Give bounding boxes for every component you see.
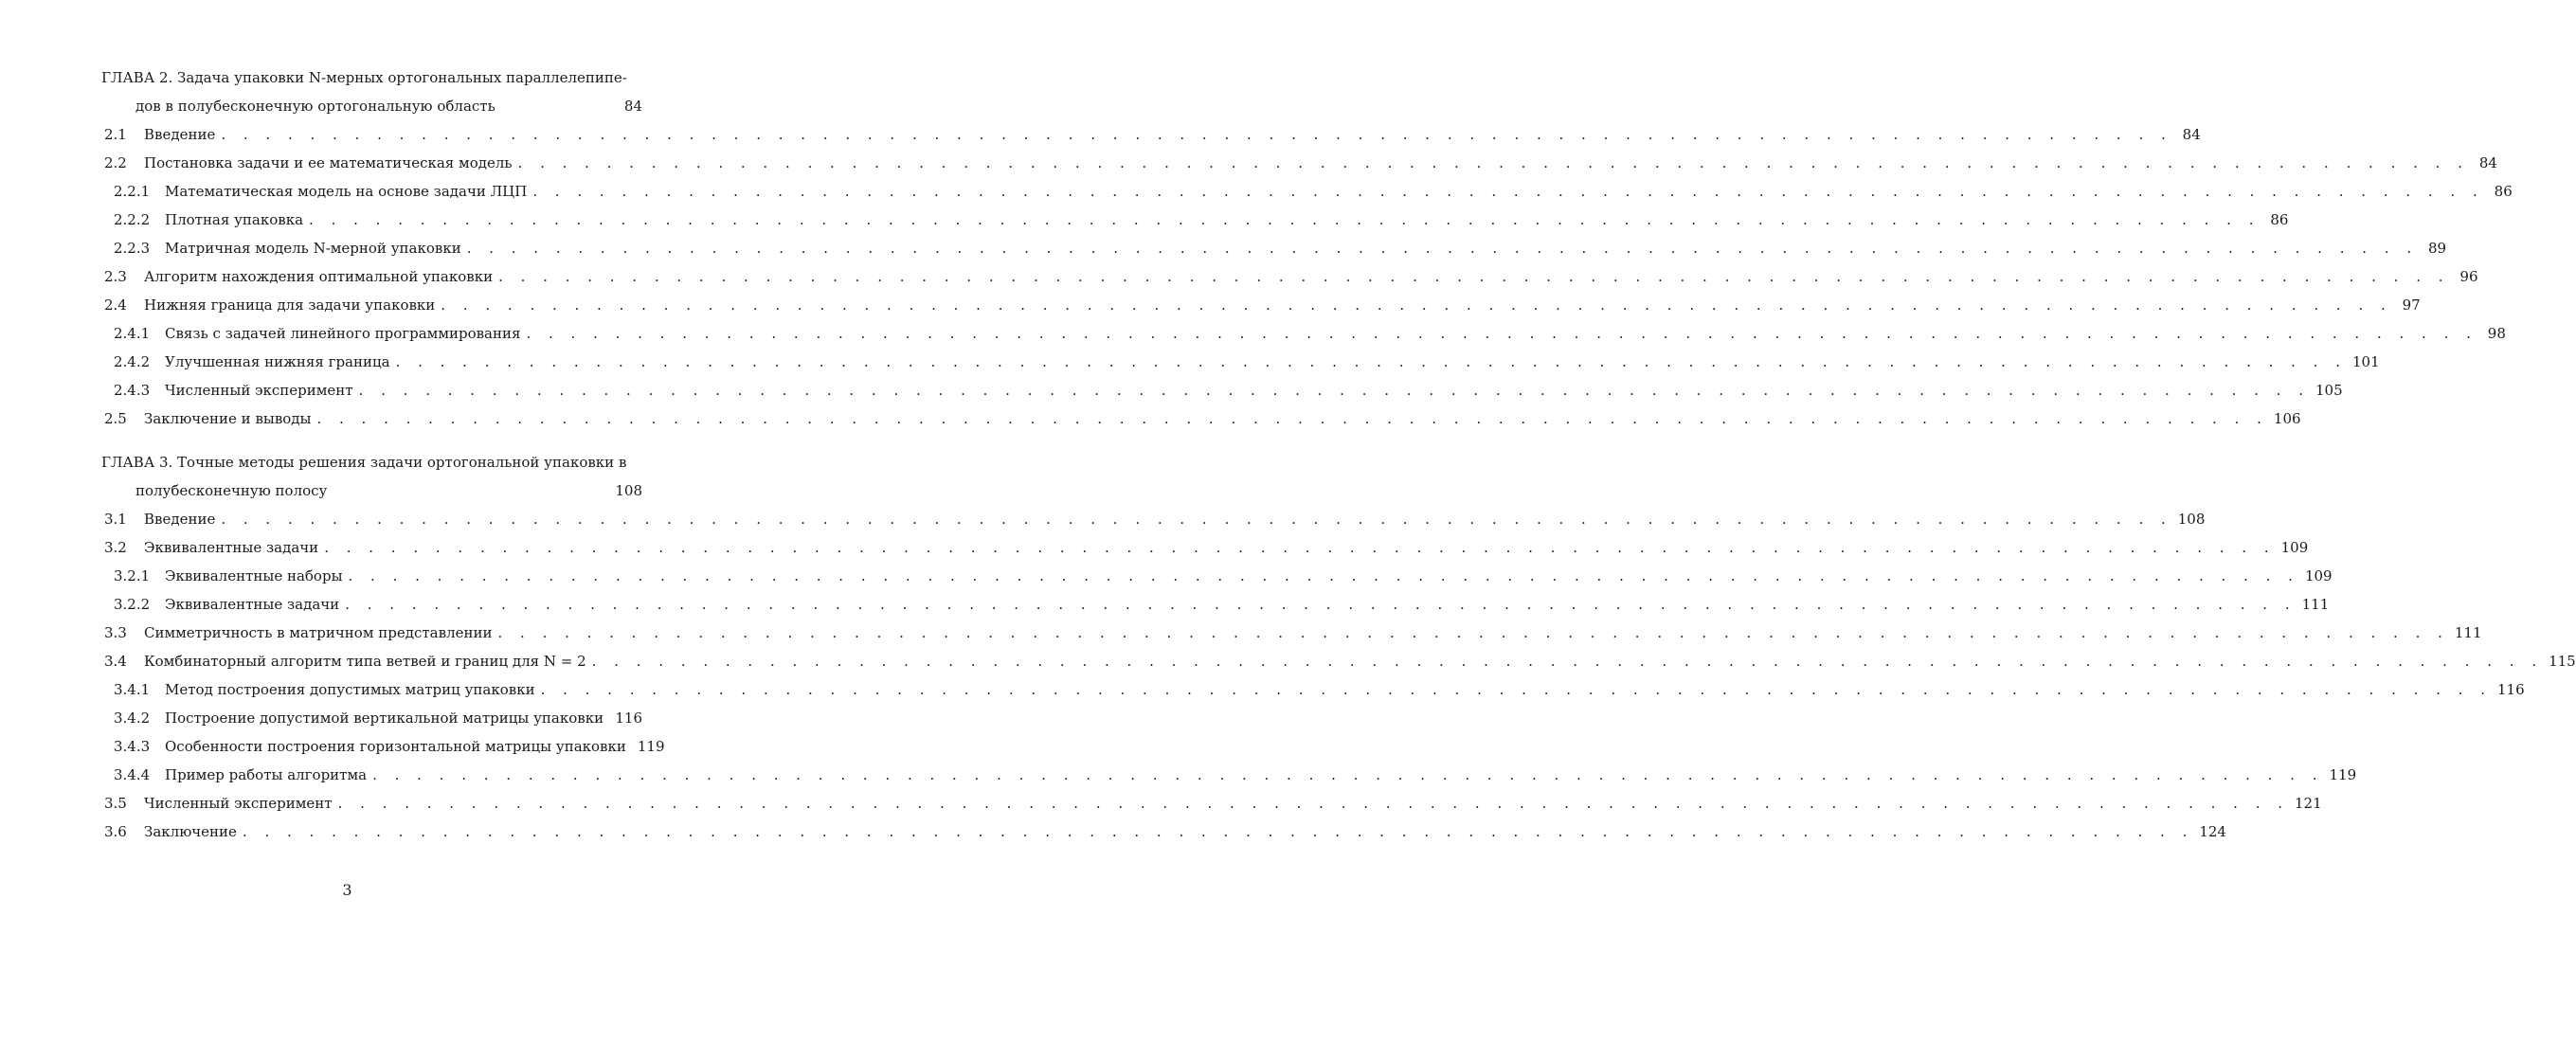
toc-entry-title: Плотная упаковка bbox=[165, 211, 304, 228]
toc-entry-page: 116 bbox=[2497, 681, 2525, 698]
toc-entry-title: Пример работы алгоритма bbox=[165, 766, 368, 783]
chapter-2-heading-line2 bbox=[135, 92, 642, 120]
dot-leader: . . . . . . . . . . . . . . . . . . . . . . . . . . . . . . . . . . . . . . . . . . . . . . . . . . . . . . . . . . . . . . . . . . . . . . . . . . . . . . . . . . . . . . . . bbox=[242, 823, 2194, 840]
toc-entry-number: 2.2.1 bbox=[114, 183, 151, 200]
toc-entry-2-4-3[interactable] bbox=[114, 376, 2343, 404]
toc-entry-page: 97 bbox=[2402, 296, 2421, 314]
toc-entry-2-4[interactable] bbox=[104, 291, 2421, 319]
toc-entry-number: 2.3 bbox=[104, 268, 127, 285]
toc-entry-number: 3.4 bbox=[104, 653, 127, 670]
toc-entry-2-1[interactable] bbox=[104, 120, 2201, 149]
toc-entry-page: 124 bbox=[2199, 823, 2226, 840]
toc-entry-3-2[interactable] bbox=[104, 533, 2309, 562]
toc-entry-page: 84 bbox=[2182, 126, 2201, 143]
toc-entry-title: Постановка задачи и ее математическая модель bbox=[144, 154, 513, 171]
dot-leader: . . . . . . . . . . . . . . . . . . . . . . . . . . . . . . . . . . . . . . . . . . . . . . . . . . . . . . . . . . . . . . . . . . . . . . . . . . . . . . . . . . . . . . . . bbox=[358, 382, 2311, 399]
dot-leader: . . . . . . . . . . . . . . . . . . . . . . . . . . . . . . . . . . . . . . . . . . . . . . . . . . . . . . . . . . . . . . . . . . . . . . . . . . . . . . . . . . . . . . . . bbox=[591, 653, 2544, 670]
toc-entry-2-4-1[interactable] bbox=[114, 319, 2506, 348]
toc-entry-page: 116 bbox=[615, 710, 642, 727]
toc-entry-number: 3.3 bbox=[104, 624, 127, 641]
dot-leader: . . . . . . . . . . . . . . . . . . . . . . . . . . . . . . . . . . . . . . . . . . . . . . . . . . . . . . . . . . . . . . . . . . . . . . . . . . . . . . . . . . . . . . . . bbox=[497, 624, 2449, 641]
toc-entry-title: Численный эксперимент bbox=[165, 382, 353, 399]
toc-entry-number: 3.4.4 bbox=[114, 766, 151, 783]
toc-entry-title: Построение допустимой вертикальной матрицы упаковки bbox=[165, 710, 604, 727]
toc-entry-title: Нижняя граница для задачи упаковки bbox=[144, 296, 436, 314]
toc-entry-title: Эквивалентные задачи bbox=[165, 596, 340, 613]
chapter-2-title-line1: ГЛАВА 2. Задача упаковки N-мерных ортогональных параллелепипе- bbox=[101, 69, 627, 86]
toc-entry-2-5[interactable] bbox=[104, 404, 2301, 433]
toc-entry-3-1[interactable] bbox=[104, 505, 2206, 533]
toc-entry-number: 3.4.2 bbox=[114, 710, 151, 727]
toc-entry-2-2-3[interactable] bbox=[114, 234, 2447, 262]
page-number: 3 bbox=[342, 881, 352, 899]
toc-entry-3-5[interactable] bbox=[104, 789, 2322, 817]
toc-entry-page: 86 bbox=[2270, 211, 2289, 228]
toc-entry-title: Особенности построения горизонтальной матрицы упаковки bbox=[165, 738, 626, 755]
toc-entry-title: Введение bbox=[144, 126, 216, 143]
toc-entry-number: 3.5 bbox=[104, 795, 127, 812]
toc-entry-3-2-1[interactable] bbox=[114, 562, 2333, 590]
toc-entry-3-3[interactable] bbox=[104, 619, 2482, 647]
toc-entry-title: Эквивалентные наборы bbox=[165, 567, 343, 584]
toc-entry-page: 106 bbox=[2273, 410, 2301, 427]
toc-entry-title: Связь с задачей линейного программирования bbox=[165, 325, 521, 342]
toc-entry-number: 3.4.3 bbox=[114, 738, 151, 755]
chapter-3-heading bbox=[101, 448, 632, 476]
dot-leader: . . . . . . . . . . . . . . . . . . . . . . . . . . . . . . . . . . . . . . . . . . . . . . . . . . . . . . . . . . . . . . . . . . . . . . . . . . . . . . . . . . . . . . . . bbox=[395, 353, 2347, 370]
toc-entry-page: 101 bbox=[2352, 353, 2380, 370]
chapter-2-title-line2: дов в полубесконечную ортогональную область bbox=[135, 98, 495, 115]
dot-leader: . . . . . . . . . . . . . . . . . . . . . . . . . . . . . . . . . . . . . . . . . . . . . . . . . . . . . . . . . . . . . . . . . . . . . . . . . . . . . . . . . . . . . . . . bbox=[498, 268, 2450, 285]
toc-entry-2-2-1[interactable] bbox=[114, 177, 2513, 206]
toc-entry-page: 121 bbox=[2295, 795, 2322, 812]
toc-entry-number: 3.2 bbox=[104, 539, 127, 556]
toc-entry-page: 109 bbox=[2304, 567, 2333, 584]
toc-entry-number: 2.2.3 bbox=[114, 240, 151, 257]
toc-entry-3-2-2[interactable] bbox=[114, 590, 2330, 619]
toc-entry-title: Алгоритм нахождения оптимальной упаковки bbox=[144, 268, 494, 285]
toc-entry-title: Математическая модель на основе задачи ЛЦП bbox=[165, 183, 528, 200]
chapter-2-heading bbox=[101, 63, 632, 92]
toc-entry-page: 105 bbox=[2315, 382, 2343, 399]
toc-entry-page: 119 bbox=[2329, 766, 2357, 783]
toc-entry-title: Эквивалентные задачи bbox=[144, 539, 319, 556]
toc-entry-page: 119 bbox=[637, 738, 665, 755]
toc-entry-number: 3.6 bbox=[104, 823, 127, 840]
toc-entry-page: 86 bbox=[2494, 183, 2513, 200]
toc-entry-title: Численный эксперимент bbox=[144, 795, 333, 812]
dot-leader: . . . . . . . . . . . . . . . . . . . . . . . . . . . . . . . . . . . . . . . . . . . . . . . . . . . . . . . . . . . . . . . . . . . . . . . . . . . . . . . . . . . . . . . . bbox=[348, 567, 2299, 584]
toc-entry-3-4[interactable] bbox=[104, 647, 2576, 675]
toc-entry-number: 2.2.2 bbox=[114, 211, 151, 228]
dot-leader: . . . . . . . . . . . . . . . . . . . . . . . . . . . . . . . . . . . . . . . . . . . . . . . . . . . . . . . . . . . . . . . . . . . . . . . . . . . . . . . . . . . . . . . . bbox=[441, 296, 2392, 314]
chapter-3-title-line2: полубесконечную полосу bbox=[135, 482, 328, 499]
toc-entry-2-3[interactable] bbox=[104, 262, 2478, 291]
toc-entry-3-4-2[interactable] bbox=[114, 704, 642, 732]
dot-leader: . . . . . . . . . . . . . . . . . . . . . . . . . . . . . . . . . . . . . . . . . . . . . . . . . . . . . . . . . . . . . . . . . . . . . . . . . . . . . . . . . . . . . . . . bbox=[345, 596, 2297, 613]
toc-entry-title: Комбинаторный алгоритм типа ветвей и границ для N = 2 bbox=[144, 653, 586, 670]
toc-entry-number: 2.1 bbox=[104, 126, 127, 143]
dot-leader: . . . . . . . . . . . . . . . . . . . . . . . . . . . . . . . . . . . . . . . . . . . . . . . . . . . . . . . . . . . . . . . . . . . . . . . . . . . . . . . . . . . . . . . . bbox=[466, 240, 2419, 257]
toc-entry-page: 111 bbox=[2454, 624, 2482, 641]
toc-entry-3-6[interactable] bbox=[104, 817, 2226, 846]
chapter-3-heading-line2 bbox=[135, 476, 642, 505]
toc-entry-2-2-2[interactable] bbox=[114, 206, 2289, 234]
toc-entry-number: 3.4.1 bbox=[114, 681, 151, 698]
dot-leader: . . . . . . . . . . . . . . . . . . . . . . . . . . . . . . . . . . . . . . . . . . . . . . . . . . . . . . . . . . . . . . . . . . . . . . . . . . . . . . . . . . . . . . . . bbox=[372, 766, 2324, 783]
toc-entry-3-4-3[interactable] bbox=[114, 732, 665, 761]
dot-leader: . . . . . . . . . . . . . . . . . . . . . . . . . . . . . . . . . . . . . . . . . . . . . . . . . . . . . . . . . . . . . . . . . . . . . . . . . . . . . . . . . . . . . . . . bbox=[517, 154, 2469, 171]
toc-entry-number: 2.4.1 bbox=[114, 325, 151, 342]
chapter-2-page: 84 bbox=[623, 98, 642, 115]
dot-leader: . . . . . . . . . . . . . . . . . . . . . . . . . . . . . . . . . . . . . . . . . . . . . . . . . . . . . . . . . . . . . . . . . . . . . . . . . . . . . . . . . . . . . . . . bbox=[532, 183, 2484, 200]
toc-entry-page: 109 bbox=[2280, 539, 2309, 556]
chapter-3-title-line1: ГЛАВА 3. Точные методы решения задачи ортогональной упаковки в bbox=[101, 454, 627, 471]
toc-entry-page: 115 bbox=[2549, 653, 2576, 670]
toc-entry-2-2[interactable] bbox=[104, 149, 2497, 177]
dot-leader: . . . . . . . . . . . . . . . . . . . . . . . . . . . . . . . . . . . . . . . . . . . . . . . . . . . . . . . . . . . . . . . . . . . . . . . . . . . . . . . . . . . . . . . . bbox=[309, 211, 2261, 228]
toc-entry-number: 2.4.2 bbox=[114, 353, 151, 370]
toc-entry-number: 2.5 bbox=[104, 410, 127, 427]
toc-entry-3-4-4[interactable] bbox=[114, 761, 2357, 789]
toc-entry-page: 98 bbox=[2487, 325, 2506, 342]
toc-entry-page: 84 bbox=[2478, 154, 2497, 171]
toc-entry-title: Улучшенная нижняя граница bbox=[165, 353, 390, 370]
toc-entry-title: Симметричность в матричном представлении bbox=[144, 624, 493, 641]
dot-leader: . . . . . . . . . . . . . . . . . . . . . . . . . . . . . . . . . . . . . . . . . . . . . . . . . . . . . . . . . . . . . . . . . . . . . . . . . . . . . . . . . . . . . . . . bbox=[316, 410, 2268, 427]
toc-entry-title: Метод построения допустимых матриц упаковки bbox=[165, 681, 535, 698]
toc-entry-3-4-1[interactable] bbox=[114, 675, 2525, 704]
toc-entry-number: 3.2.2 bbox=[114, 596, 151, 613]
dot-leader: . . . . . . . . . . . . . . . . . . . . . . . . . . . . . . . . . . . . . . . . . . . . . . . . . . . . . . . . . . . . . . . . . . . . . . . . . . . . . . . . . . . . . . . . bbox=[526, 325, 2477, 342]
dot-leader: . . . . . . . . . . . . . . . . . . . . . . . . . . . . . . . . . . . . . . . . . . . . . . . . . . . . . . . . . . . . . . . . . . . . . . . . . . . . . . . . . . . . . . . . bbox=[337, 795, 2290, 812]
toc-entry-title: Заключение и выводы bbox=[144, 410, 312, 427]
toc-entry-title: Заключение bbox=[144, 823, 237, 840]
toc-entry-number: 2.2 bbox=[104, 154, 127, 171]
toc-entry-page: 96 bbox=[2459, 268, 2478, 285]
dot-leader: . . . . . . . . . . . . . . . . . . . . . . . . . . . . . . . . . . . . . . . . . . . . . . . . . . . . . . . . . . . . . . . . . . . . . . . . . . . . . . . . . . . . . . . . bbox=[221, 511, 2172, 528]
toc-entry-number: 2.4.3 bbox=[114, 382, 151, 399]
toc-entry-number: 2.4 bbox=[104, 296, 127, 314]
dot-leader: . . . . . . . . . . . . . . . . . . . . . . . . . . . . . . . . . . . . . . . . . . . . . . . . . . . . . . . . . . . . . . . . . . . . . . . . . . . . . . . . . . . . . . . . bbox=[221, 126, 2172, 143]
toc-entry-number: 3.1 bbox=[104, 511, 127, 528]
toc-entry-page: 111 bbox=[2301, 596, 2330, 613]
toc-entry-number: 3.2.1 bbox=[114, 567, 151, 584]
toc-entry-page: 108 bbox=[2177, 511, 2206, 528]
dot-leader: . . . . . . . . . . . . . . . . . . . . . . . . . . . . . . . . . . . . . . . . . . . . . . . . . . . . . . . . . . . . . . . . . . . . . . . . . . . . . . . . . . . . . . . . bbox=[324, 539, 2276, 556]
toc-entry-2-4-2[interactable] bbox=[114, 348, 2380, 376]
toc-entry-title: Матричная модель N-мерной упаковки bbox=[165, 240, 461, 257]
chapter-3-page: 108 bbox=[615, 482, 642, 499]
dot-leader: . . . . . . . . . . . . . . . . . . . . . . . . . . . . . . . . . . . . . . . . . . . . . . . . . . . . . . . . . . . . . . . . . . . . . . . . . . . . . . . . . . . . . . . . bbox=[540, 681, 2492, 698]
toc-entry-page: 89 bbox=[2428, 240, 2447, 257]
toc-entry-title: Введение bbox=[144, 511, 216, 528]
